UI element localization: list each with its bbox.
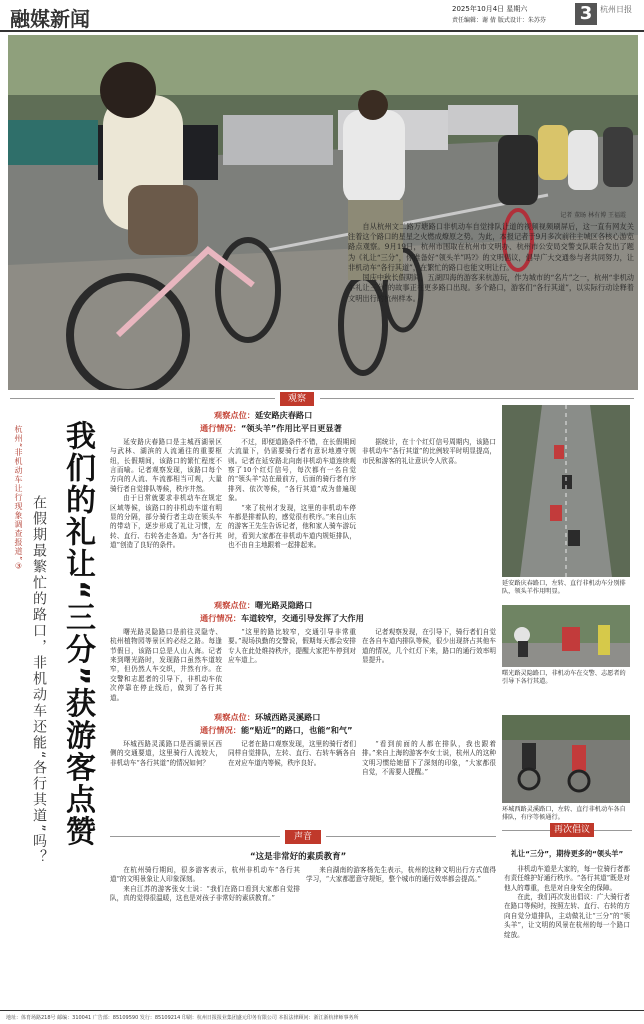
paragraph: 非机动车道是大家的，每一位骑行者都有责任维护好通行秩序。“各行其道”既是对他人的尊重，也是对自身安全的保障。 xyxy=(504,865,630,892)
divider xyxy=(10,398,275,399)
paragraph: 延安路庆春路口是主城西湖景区与武林、湖滨的人流通往的重要枢纽，长假期间，该路口的繁忙程度不言而喻。记者观察发现，该路口每个方向的人流、车流都相当可观，大量骑行者自觉排队等候，秩序井然。 xyxy=(110,438,222,493)
spot1-column-3 xyxy=(362,438,496,596)
spot-status-label: 通行情况： xyxy=(200,423,241,433)
observe-tag: 观察 xyxy=(280,392,314,406)
spot3-column-2 xyxy=(228,740,356,820)
intro-paragraph: 自从杭州文二路万塘路口非机动车自觉排队让道的视频视频刷屏后，这一直有网友关注着这个路口的星星之火燃成燎原之势。为此，本报记者于9月多次前往主城区各核心游览路点观察。9月19日，杭州市围取在杭州市文明办、杭州市公安局交警支队联合发出了题为《礼让“三分”，你准备好“领头羊”吗?》的文明倡议，倡导广大交通参与者共同努力，让非机动车“各行其道”，在繁忙的路口也能文明让行。 xyxy=(348,222,634,272)
spot-point-value: 延安路庆春路口 xyxy=(254,410,313,420)
hero-photo xyxy=(8,35,638,390)
divider xyxy=(320,398,634,399)
divider xyxy=(326,836,496,837)
spot-status-value: “领头羊”作用比平日更显著 xyxy=(240,423,342,433)
footer: 地址：体育场路218号 邮编：310041 广告部：85109590 发行：85109214 印刷：杭州日报报业集团盛元印务有限公司 本报法律顾问：浙江浙杭律师事务所 xyxy=(0,1010,644,1024)
spot2-column-3 xyxy=(362,628,496,708)
spot-status-value: 车道较窄，交通引导发挥了大作用 xyxy=(240,613,364,623)
spot2-point xyxy=(214,600,312,611)
photo-credit: 记者 董旸 林有博 王福霞 xyxy=(560,212,626,219)
paragraph: 据统计，在十个红灯信号周期内，该路口非机动车“各行其道”的比例较平时明显提高，市民和游客的礼让意识令人欣喜。 xyxy=(362,438,496,465)
paragraph: “来了杭州才发现，这里的非机动车停车都是排着队的，感觉很有秩序。”来自山东的游客王先生告诉记者，他和家人骑车游玩时，看到大家都在非机动车道内规矩排队，也不由自主地跟着一起排起来。 xyxy=(228,503,356,549)
paragraph: 环城西路灵溪路口是西湖景区西侧的交通要道，这里骑行人流较大，非机动车“各行其道”的情况如何？ xyxy=(110,740,222,767)
spot-status-label: 通行情况： xyxy=(200,613,241,623)
photo-1-caption: 延安路庆春路口，左转、直行非机动车分别排队，领头羊作用明显。 xyxy=(502,580,626,596)
spot-point-label: 观察点位： xyxy=(214,712,255,722)
headline: 我们的礼让“三分”获游客点赞 xyxy=(60,420,95,848)
paragraph: 由于日常就要求非机动车在规定区域等候，该路口的非机动车道有明显的分隔，部分骑行者主动在领头车的带动下，逐步形成了礼让习惯，左转、直行、右转各走各道。为“各行其道”创造了良好的条件。 xyxy=(110,494,222,549)
initiative-title: 礼让“三分”，期待更多的“领头羊” xyxy=(510,849,624,858)
divider xyxy=(110,836,280,837)
newspaper-logo: 杭州日报 xyxy=(600,5,632,14)
spot2-status xyxy=(200,613,364,624)
page-number: 3 xyxy=(575,3,597,25)
spot2-column-1 xyxy=(110,628,222,708)
paragraph: “这里的路比较窄，交通引导非常重要。”现场执勤的交警说，假期每天都会安排专人在此处维持秩序，提醒大家把车停到对应车道上。 xyxy=(228,628,356,665)
paragraph: 来自江苏的游客张女士说：“我们在路口看到大家都自觉排队，真的觉得很温暖，这也是对孩子非常好的素质教育。” xyxy=(110,884,300,903)
photo-3-illustration xyxy=(502,715,630,803)
photo-1 xyxy=(502,405,630,577)
paragraph: 来自湖南的游客杨先生表示，杭州的这种文明出行方式值得学习，“大家都愿意守规矩，整个城市的通行效率都会提高。” xyxy=(306,866,496,884)
section-title: 融媒新闻 xyxy=(10,7,90,31)
voice-title: “这是非常好的素质教育” xyxy=(250,852,347,862)
spot3-status xyxy=(200,725,353,736)
editor-credit: 责任编辑：谢 倩 版式设计：朱苏芬 xyxy=(452,17,546,24)
spot1-status xyxy=(200,423,342,434)
spot3-point xyxy=(214,712,320,723)
paragraph: “看到前面的人都在排队，我也跟着排。”来自上海的游客李女士说，杭州人的这种文明习惯给她留下了深刻的印象，“大家都很自觉，不需要人提醒。” xyxy=(362,740,496,777)
intro-paragraph: 国庆中秋长假期间，五湖四海的游客来杭游玩，作为城市的“名片”之一，杭州“非机动车礼让三分”的故事正在更多路口出现。多个路口，游客们“各行其道”，以实际行动诠释着文明出行的杭州样本。 xyxy=(348,273,634,303)
spot-status-value: 能“贴近”的路口，也能“和气” xyxy=(240,725,353,735)
paragraph: 曙光路灵隐路口是前往灵隐寺、杭州植物园等景区的必经之路。每逢节假日，该路口总是人山人海。记者来到曙光路时，发现路口虽然车道较窄，但仍然人车交织，井然有序。在交警和志愿者的引导下，非机动车依次停靠在停止线后，做到了各行其道。 xyxy=(110,628,222,702)
photo-3 xyxy=(502,715,630,803)
paragraph: 记者观察发现，在引导下，骑行者们自觉在各自车道内排队等候，很少出现挤占其他车道的情况，几个红灯下来，路口的通行效率明显提升。 xyxy=(362,628,496,665)
paragraph: 在此，我们再次发出倡议：广大骑行者在路口等候时，按照左转、直行、右转的方向自觉分道排队，主动做礼让“三分”的“领头羊”，让文明的风景在杭州的每一个路口绽放。 xyxy=(504,893,630,939)
spot-point-value: 曙光路灵隐路口 xyxy=(254,600,313,610)
voice-tag: 声音 xyxy=(285,830,321,844)
photo-2-caption: 曙光路灵隐路口，非机动车在交警、志愿者的引导下各行其道。 xyxy=(502,670,626,686)
photo-1-illustration xyxy=(502,405,630,577)
spot-point-label: 观察点位： xyxy=(214,600,255,610)
spot1-column-2 xyxy=(228,438,356,596)
paragraph: 记者在路口观察发现，这里的骑行者们同样自觉排队，左转、直行、右转车辆各自在对应车道内等候，秩序良好。 xyxy=(228,740,356,767)
spot-status-label: 通行情况： xyxy=(200,725,241,735)
initiative-box xyxy=(502,825,632,1007)
spot-point-value: 环城西路灵溪路口 xyxy=(254,712,321,722)
spot3-column-1 xyxy=(110,740,222,820)
spot2-column-2 xyxy=(228,628,356,708)
paragraph: 不过，即便道路条件不错，在长假期间大流量下，仍需要骑行者有意识地遵守规则。记者在延安路北向南非机动车道连续观察了10个红灯信号，每次都有一名自觉的“领头羊”站在最前方，后面的骑行者有序排列、依次等候，“各行其道”成为普遍现象。 xyxy=(228,438,356,503)
photo-3-caption: 环城西路灵溪路口，左转、直行非机动车各自排队，有序等候通行。 xyxy=(502,806,626,822)
spot1-column-1 xyxy=(110,438,222,596)
initiative-text xyxy=(504,865,630,1005)
initiative-tag: 再次倡议 xyxy=(550,823,594,837)
spot3-column-3 xyxy=(362,740,496,820)
issue-date: 2025年10月4日 星期六 xyxy=(452,5,528,13)
series-label: 杭州“非机动车让行现象调查报道”③ xyxy=(14,425,23,572)
sub-headline: 在假期最繁忙的路口，非机动车还能“各行其道”吗？ xyxy=(31,495,47,866)
voice-column-1 xyxy=(110,866,300,1001)
photo-2 xyxy=(502,605,630,667)
hero-photo-illustration xyxy=(8,35,638,390)
spot1-point xyxy=(214,410,312,421)
spot-point-label: 观察点位： xyxy=(214,410,255,420)
paragraph: 在杭州骑行期间，很多游客表示，杭州非机动车“各行其道”的文明景象让人印象深刻。 xyxy=(110,866,300,884)
masthead xyxy=(0,0,644,32)
photo-2-illustration xyxy=(502,605,630,667)
intro-text xyxy=(348,222,634,304)
voice-column-2 xyxy=(306,866,496,1001)
